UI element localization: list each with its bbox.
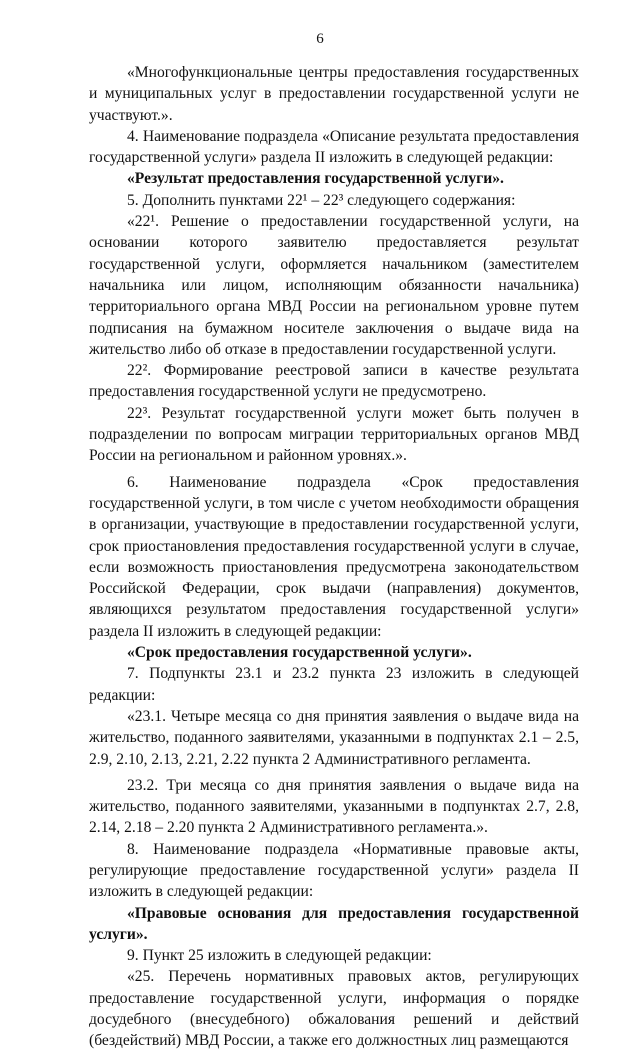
paragraph-mfc-not-participating: «Многофункциональные центры предоставления государственных и муниципальных услуг в предоставлении государственной услуги не участвуют.». [89, 64, 579, 124]
paragraph-item-7: 7. Подпункты 23.1 и 23.2 пункта 23 изложить в следующей редакции: [89, 665, 579, 704]
paragraph-item-5: 5. Дополнить пунктами 22¹ – 22³ следующего содержания: [127, 191, 516, 209]
paragraph-item-8: 8. Наименование подраздела «Нормативные правовые акты, регулирующие предоставление государственной услуги» раздела II изложить в следующей редакции: [89, 840, 579, 901]
paragraph-item-6: 6. Наименование подраздела «Срок предоставления государственной услуги, в том числе с учетом необходимости обращения в организации, участвующие в предоставлении государственной услуги, срок приостановления предоставления государственной услуги в случае, если возможность приостановления предусмотрена законодательством Российской Федерации, срок выдачи (направления) документов, являющихся результатом предоставления государственной услуги» раздела II изложить в следующей редакции: [89, 473, 579, 640]
paragraph-25: «25. Перечень нормативных правовых актов, регулирующих предоставление государственной услуги, информация о порядке досудебного (внесудебного) обжалования решений и действий (бездействий) МВД России, а также его должностных лиц размещаются [89, 968, 579, 1050]
paragraph-22-2: 22². Формирование реестровой записи в качестве результата предоставления государственной услуги не предусмотрено. [89, 362, 579, 401]
paragraph-item-9: 9. Пункт 25 изложить в следующей редакции: [127, 947, 432, 965]
paragraph-22-1: «22¹. Решение о предоставлении государственной услуги, на основании которого заявителю предоставляется результат государственной услуги, оформляется начальником (заместителем начальника или лицом, исполняющим обязанности начальника) территориального органа МВД России на региональном уровне путем подписания на бумажном носителе заключения о выдаче вида на жительство либо об отказе в предоставлении государственной услуги. [89, 213, 579, 358]
paragraph-item-4: 4. Наименование подраздела «Описание результата предоставления государственной услуги» раздела II изложить в следующей редакции: [89, 127, 579, 167]
heading-term: «Срок предоставления государственной услуги». [127, 644, 472, 662]
paragraph-23-2: 23.2. Три месяца со дня принятия заявления о выдаче вида на жительство, поданного заявителями, указанными в подпунктах 2.7, 2.8, 2.14, 2.18 – 2.20 пункта 2 Административного регламента.». [89, 776, 579, 837]
paragraph-23-1: «23.1. Четыре месяца со дня принятия заявления о выдаче вида на жительство, поданного заявителями, указанными в подпунктах 2.1 – 2.5, 2.9, 2.10, 2.13, 2.21, 2.22 пункта 2 Административного регламента. [89, 707, 579, 768]
heading-result: «Результат предоставления государственной услуги». [127, 170, 504, 188]
document-body [89, 62, 579, 1052]
page-number: 6 [316, 31, 324, 47]
paragraph-22-3: 22³. Результат государственной услуги может быть получен в подразделении по вопросам миграции территориальных органов МВД России на региональном и районном уровнях.». [89, 404, 579, 465]
heading-legal-basis: «Правовые основания для предоставления государственной услуги». [89, 904, 579, 943]
